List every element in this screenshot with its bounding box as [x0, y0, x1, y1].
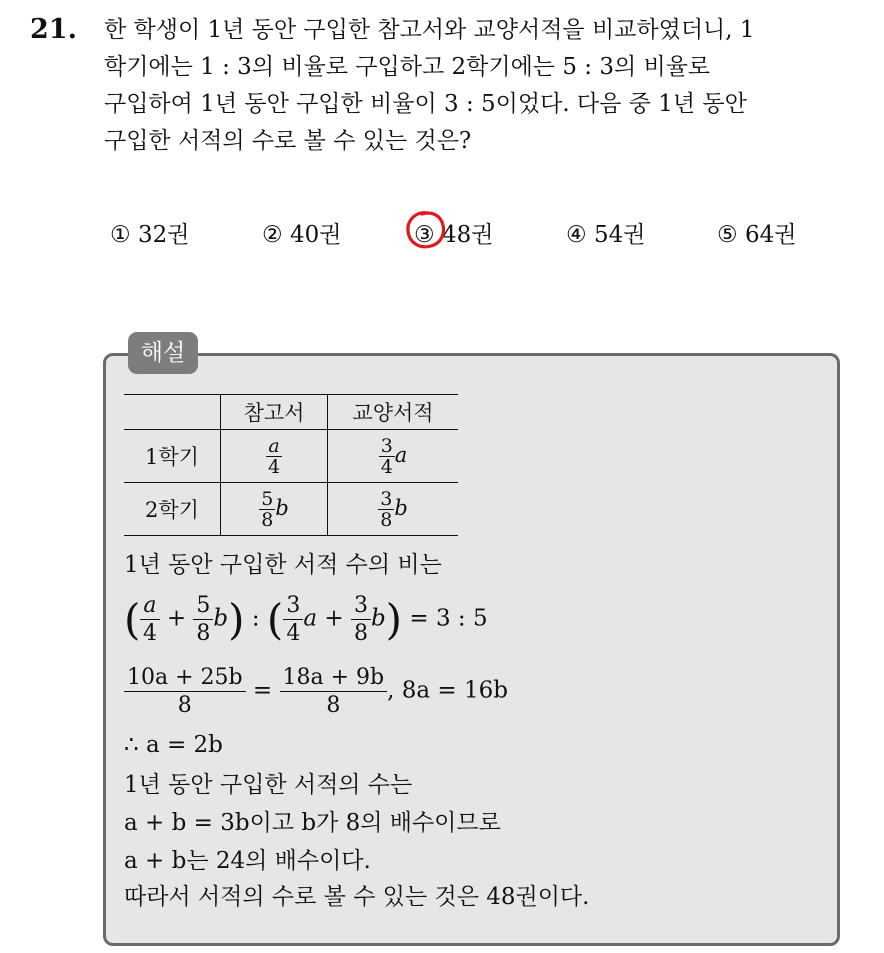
table-row — [124, 483, 458, 536]
table-cell: $\frac{a}{4}$ — [221, 430, 328, 483]
choice-mark: ④ — [566, 222, 587, 248]
solution-line: 1년 동안 구입한 서적 수의 비는 — [124, 552, 442, 578]
choice-4[interactable] — [566, 216, 646, 249]
question-line: 학기에는 1 : 3의 비율로 구입하고 2학기에는 5 : 3의 비율로 — [104, 54, 711, 80]
question-line: 구입한 서적의 수로 볼 수 있는 것은? — [104, 128, 472, 154]
question-number: 21. — [30, 14, 77, 45]
choice-text: 54권 — [594, 222, 646, 248]
solution-tag: 해설 — [128, 332, 198, 374]
choice-1[interactable] — [110, 216, 190, 249]
solution-equation-2: $\frac{10a + 25b}{8}$ = $\frac{18a + 9b}{8}$ , 8a = 16b — [124, 664, 508, 719]
solution-line: a + b는 24의 배수이다. — [124, 848, 371, 874]
solution-line: 따라서 서적의 수로 볼 수 있는 것은 48권이다. — [124, 884, 590, 910]
table-cell: $\frac{3}{8}$ b — [328, 483, 459, 536]
table-cell: $\frac{3}{4}$ a — [328, 430, 459, 483]
table-cell: $\frac{5}{8}$ b — [221, 483, 328, 536]
choice-text: 48권 — [442, 222, 494, 248]
solution-line: a + b = 3b이고 b가 8의 배수이므로 — [124, 810, 501, 836]
solution-table — [124, 394, 458, 536]
choice-2[interactable] — [262, 216, 342, 249]
choice-mark: ③ — [414, 222, 435, 248]
table-header-liberal: 교양서적 — [328, 395, 459, 430]
question-line: 한 학생이 1년 동안 구입한 참고서와 교양서적을 비교하였더니, 1 — [104, 17, 755, 43]
solution-equation-1: ( $\frac{a}{4}$ + $\frac{5}{8}$ b) : ( $\frac{3}{4}$ a + $\frac{3}{8}$ b) = 3 : 5 — [124, 593, 488, 646]
choice-mark: ⑤ — [717, 222, 738, 248]
solution-line: 1년 동안 구입한 서적의 수는 — [124, 772, 413, 798]
choice-5[interactable] — [717, 216, 797, 249]
table-header-empty — [124, 395, 221, 430]
choice-mark: ② — [262, 222, 283, 248]
row-label: 2학기 — [124, 483, 221, 536]
choice-text: 40권 — [290, 222, 342, 248]
solution-line: ∴ a = 2b — [124, 732, 223, 758]
choice-text: 64권 — [745, 222, 797, 248]
choice-text: 32권 — [138, 222, 190, 248]
table-header-reference: 참고서 — [221, 395, 328, 430]
answer-circle-icon — [404, 208, 448, 252]
table-row — [124, 430, 458, 483]
choice-mark: ① — [110, 222, 131, 248]
row-label: 1학기 — [124, 430, 221, 483]
question-line: 구입하여 1년 동안 구입한 비율이 3 : 5이었다. 다음 중 1년 동안 — [104, 91, 747, 117]
question-text — [104, 12, 864, 160]
